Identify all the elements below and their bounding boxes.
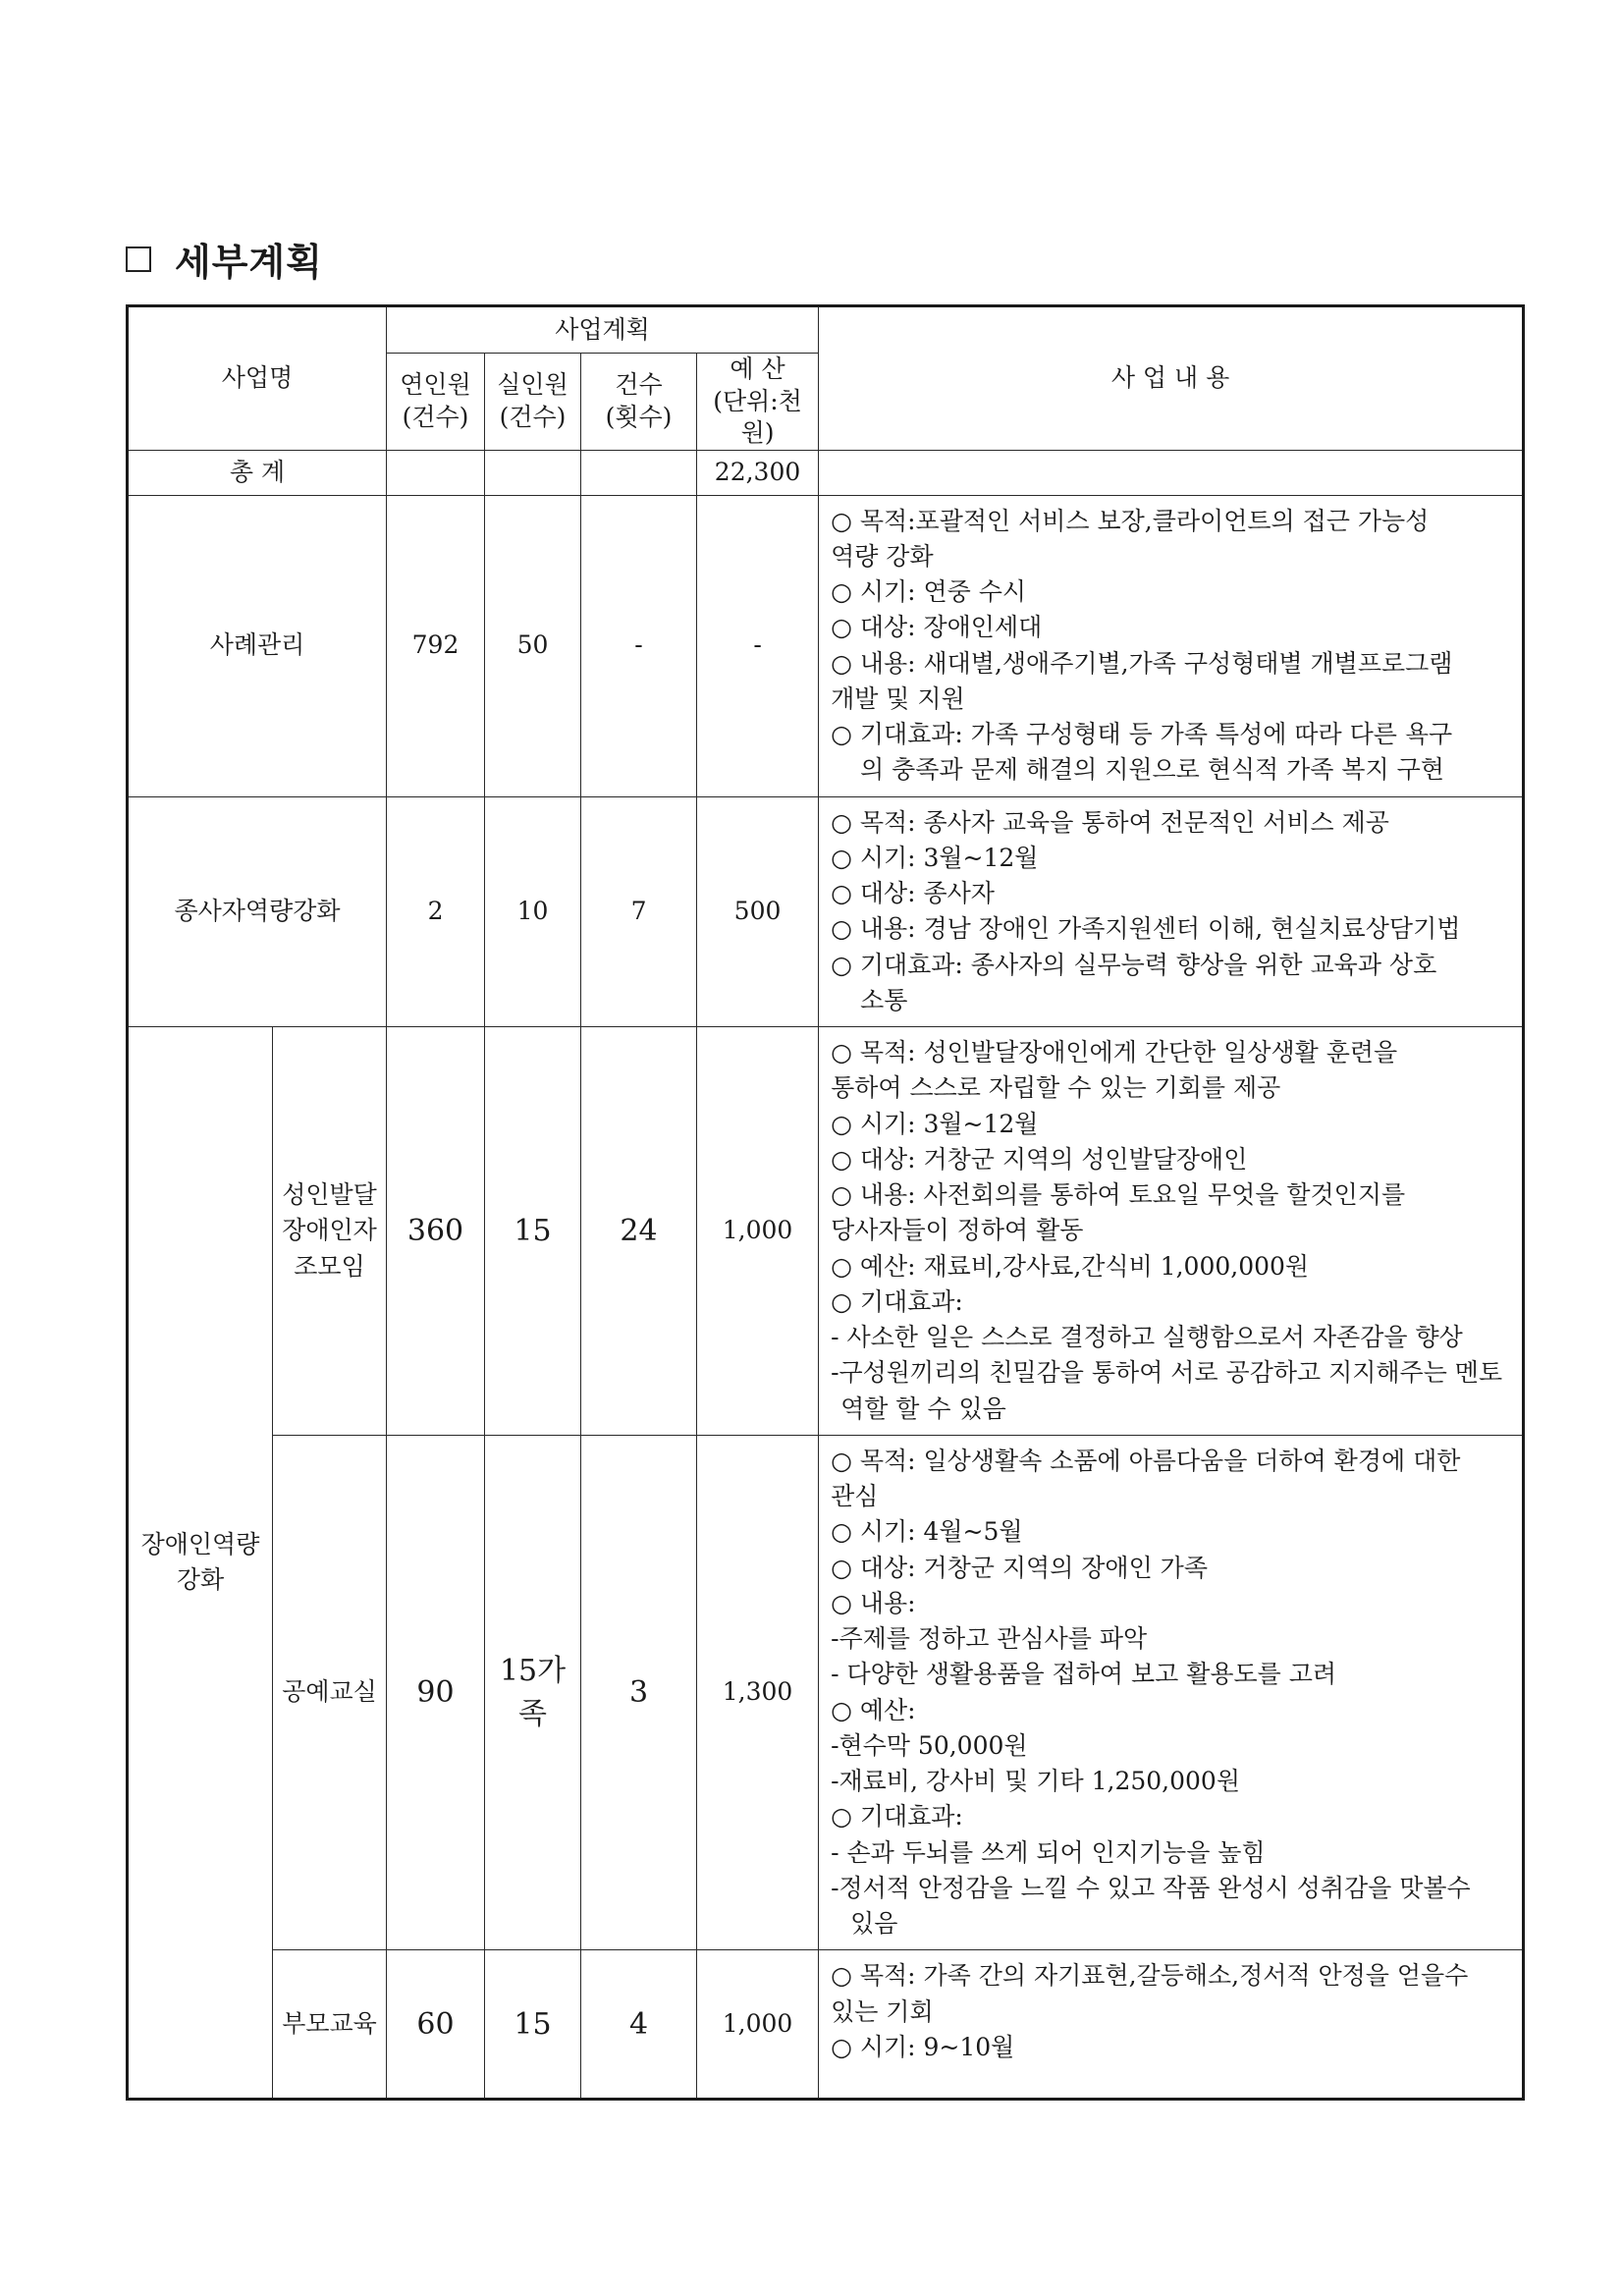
plan-table: [126, 304, 1525, 2101]
row-budget: 1,000: [697, 1950, 819, 2100]
row-cases: -: [581, 495, 697, 796]
content-line: ○ 목적: 가족 간의 자기표현,갈등해소,정서적 안정을 얻을수: [831, 1961, 1469, 1991]
content-line: ○ 시기: 4월~5월: [831, 1517, 1023, 1547]
section-title: [126, 232, 323, 286]
actual-line-1: 15가: [499, 1654, 567, 1688]
total-label: 총 계: [128, 450, 387, 495]
content-line: ○ 내용: 경남 장애인 가족지원센터 이해, 현실치료상담기법: [831, 914, 1461, 944]
header-row-1: [128, 306, 1524, 354]
header-cases: [581, 354, 697, 451]
total-budget: 22,300: [697, 450, 819, 495]
content-line: 관심: [831, 1482, 879, 1510]
row-budget: 500: [697, 796, 819, 1027]
row-annual: 792: [387, 495, 485, 796]
sub-name: 부모교육: [273, 1950, 387, 2100]
content-line: ○ 내용: 새대별,생애주기별,가족 구성형태별 개별프로그램: [831, 648, 1453, 678]
total-annual: [387, 450, 485, 495]
content-line: ○ 기대효과: 가족 구성형태 등 가족 특성에 따라 다른 욕구: [831, 720, 1453, 748]
row-content: [819, 1435, 1524, 1950]
header-annual-count: [387, 354, 485, 451]
row-content: [819, 495, 1524, 796]
total-cases: [581, 450, 697, 495]
content-line: 있음: [850, 1909, 898, 1938]
content-line: ○ 목적:포괄적인 서비스 보장,클라이언트의 접근 가능성: [831, 506, 1430, 535]
row-name: 사례관리: [128, 495, 387, 796]
content-line: ○ 시기: 9~10월: [831, 2032, 1015, 2061]
sub-name: [273, 1027, 387, 1436]
content-line: - 다양한 생활용품을 접하여 보고 활용도를 고려: [831, 1660, 1337, 1689]
header-content: 사 업 내 용: [819, 306, 1524, 451]
header-actual-line-1: 실인원: [497, 370, 568, 400]
table-row-self-help-group: [128, 1027, 1524, 1436]
content-line: ○ 기대효과: 종사자의 실무능력 향상을 위한 교육과 상호: [831, 950, 1437, 979]
content-line: ○ 대상: 거창군 지역의 장애인 가족: [831, 1553, 1208, 1582]
table-row-staff-training: [128, 796, 1524, 1027]
content-line: - 손과 두뇌를 쓰게 되어 인지기능을 높힘: [831, 1837, 1266, 1867]
row-actual: 50: [485, 495, 581, 796]
table-row-craft-class: [128, 1435, 1524, 1950]
row-cases: 3: [581, 1435, 697, 1950]
section-title-text: 세부계획: [175, 241, 323, 284]
content-line: -구성원끼리의 친밀감을 통하여 서로 공감하고 지지해주는 멘토: [831, 1358, 1503, 1388]
sub-name: 공예교실: [273, 1435, 387, 1950]
table-row-parent-education: [128, 1950, 1524, 2100]
table-row-case-management: [128, 495, 1524, 796]
content-line: -현수막 50,000원: [831, 1730, 1028, 1760]
row-actual: 15: [485, 1950, 581, 2100]
header-annual-line-2: (건수): [402, 402, 469, 431]
content-line: 있는 기회: [831, 1996, 934, 2026]
content-line: 통하여 스스로 자립할 수 있는 기회를 제공: [831, 1073, 1281, 1103]
content-line: -주제를 정하고 관심사를 파악: [831, 1624, 1148, 1653]
row-name: 종사자역량강화: [128, 796, 387, 1027]
content-line: ○ 목적: 성인발달장애인에게 간단한 일상생활 훈련을: [831, 1038, 1398, 1066]
content-line: ○ 시기: 3월~12월: [831, 843, 1039, 872]
sub-name-line-2: 장애인자: [282, 1216, 377, 1245]
sub-name-line-3: 조모임: [294, 1251, 365, 1281]
row-annual: 360: [387, 1027, 485, 1436]
checkbox-icon: [126, 246, 151, 272]
group-name-line-1: 장애인역량: [140, 1529, 260, 1558]
row-annual: 60: [387, 1950, 485, 2100]
content-line: ○ 내용:: [831, 1588, 916, 1617]
row-content: [819, 796, 1524, 1027]
header-budget-line-2: (단위:천원): [713, 386, 802, 447]
content-line: ○ 목적: 일상생활속 소품에 아름다움을 더하여 환경에 대한: [831, 1446, 1461, 1475]
row-actual: [485, 1435, 581, 1950]
header-budget-line-1: 예 산: [730, 355, 785, 383]
row-actual: 15: [485, 1027, 581, 1436]
content-line: ○ 시기: 3월~12월: [831, 1109, 1039, 1138]
content-line: ○ 목적: 종사자 교육을 통하여 전문적인 서비스 제공: [831, 807, 1389, 837]
header-cases-line-1: 건수: [615, 370, 663, 400]
content-line: ○ 예산:: [831, 1695, 916, 1724]
row-annual: 90: [387, 1435, 485, 1950]
header-cases-line-2: (횟수): [605, 402, 673, 431]
total-content: [819, 450, 1524, 495]
row-cases: 7: [581, 796, 697, 1027]
content-line: - 사소한 일은 스스로 결정하고 실행함으로서 자존감을 향상: [831, 1323, 1463, 1351]
content-line: -정서적 안정감을 느낄 수 있고 작품 완성시 성취감을 맛볼수: [831, 1873, 1471, 1902]
content-line: ○ 시기: 연중 수시: [831, 577, 1027, 606]
group-name-line-2: 강화: [176, 1565, 225, 1595]
content-line: ○ 내용: 사전회의를 통하여 토요일 무엇을 할것인지를: [831, 1180, 1406, 1209]
row-budget: -: [697, 495, 819, 796]
content-line: 역량 강화: [831, 541, 934, 571]
total-row: [128, 450, 1524, 495]
row-content: [819, 1027, 1524, 1436]
content-line: ○ 기대효과:: [831, 1802, 963, 1831]
actual-line-2: 족: [518, 1696, 547, 1731]
content-line: 개발 및 지원: [831, 683, 965, 713]
header-actual-count: [485, 354, 581, 451]
row-cases: 24: [581, 1027, 697, 1436]
content-line: ○ 대상: 거창군 지역의 성인발달장애인: [831, 1144, 1248, 1174]
row-annual: 2: [387, 796, 485, 1027]
header-budget: [697, 354, 819, 451]
content-line: 당사자들이 정하여 활동: [831, 1216, 1084, 1245]
content-line: 의 충족과 문제 해결의 지원으로 현식적 가족 복지 구현: [860, 755, 1444, 785]
header-plan-group: 사업계획: [387, 306, 819, 354]
content-line: ○ 예산: 재료비,강사료,간식비 1,000,000원: [831, 1251, 1310, 1281]
content-line: ○ 기대효과:: [831, 1286, 963, 1316]
content-line: ○ 대상: 장애인세대: [831, 613, 1043, 642]
content-line: 소통: [860, 985, 908, 1014]
row-cases: 4: [581, 1950, 697, 2100]
group-name: [128, 1027, 273, 2100]
content-line: -재료비, 강사비 및 기타 1,250,000원: [831, 1767, 1240, 1795]
row-content: [819, 1950, 1524, 2100]
content-line: ○ 대상: 종사자: [831, 879, 995, 907]
content-line: 역할 할 수 있음: [840, 1394, 1006, 1423]
total-actual: [485, 450, 581, 495]
row-budget: 1,000: [697, 1027, 819, 1436]
header-actual-line-2: (건수): [499, 402, 567, 431]
header-project-name: 사업명: [128, 306, 387, 451]
header-annual-line-1: 연인원: [400, 370, 471, 400]
sub-name-line-1: 성인발달: [282, 1180, 377, 1209]
row-actual: 10: [485, 796, 581, 1027]
row-budget: 1,300: [697, 1435, 819, 1950]
